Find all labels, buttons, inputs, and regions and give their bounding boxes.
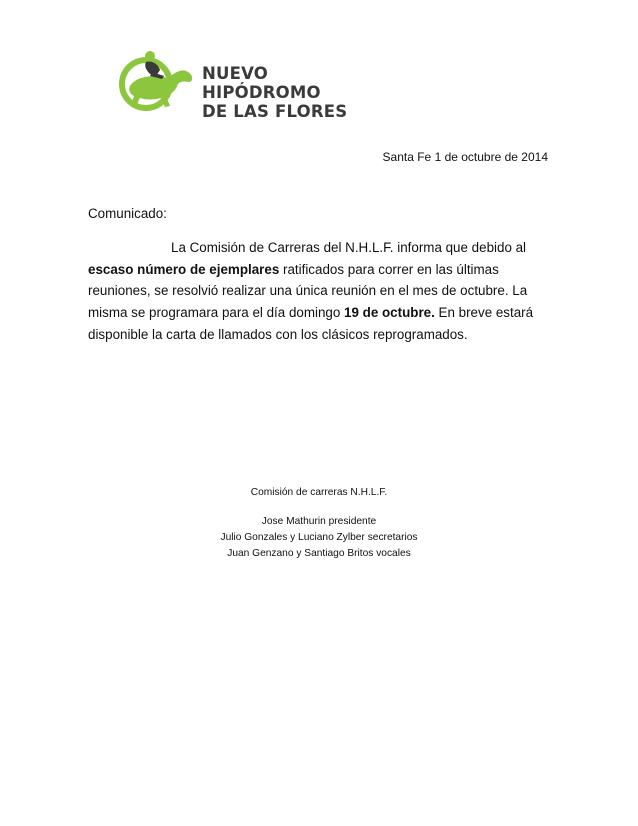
paragraph-part2: ratificados para correr en las últimas reuniones, se resolvió realizar una única reunión en el mes de octubre. La misma se programara para el día domingo — [88, 261, 528, 321]
signature-heading: Comisión de carreras N.H.L.F. — [250, 487, 388, 498]
horse-and-jockey-icon — [116, 46, 198, 116]
logo — [116, 46, 366, 121]
paragraph-bold2: 19 de octubre. — [344, 305, 435, 321]
logo-text — [202, 64, 366, 121]
logo-name-line1: NUEVO HIPÓDROMO — [202, 64, 321, 102]
signature-member-vocales: Juan Genzano y Santiago Britos vocales — [227, 548, 411, 559]
paragraph-bold1: escaso número de ejemplares — [88, 261, 280, 277]
letter-salutation: Comunicado: — [88, 206, 167, 221]
paragraph-part3: En breve estará disponible la carta de llamados con los clásicos reprogramados. — [88, 305, 534, 342]
letter-body-paragraph — [88, 237, 538, 346]
signature-member-secretaries: Julio Gonzales y Luciano Zylber secretarios — [220, 532, 418, 543]
paragraph-part1: La Comisión de Carreras del N.H.L.F. informa que debido al — [171, 240, 527, 255]
signature-block — [0, 486, 638, 562]
logo-name-line2: DE LAS FLORES — [202, 102, 348, 121]
letter-date: Santa Fe 1 de octubre de 2014 — [382, 150, 548, 164]
signature-member-president: Jose Mathurin presidente — [261, 516, 377, 527]
